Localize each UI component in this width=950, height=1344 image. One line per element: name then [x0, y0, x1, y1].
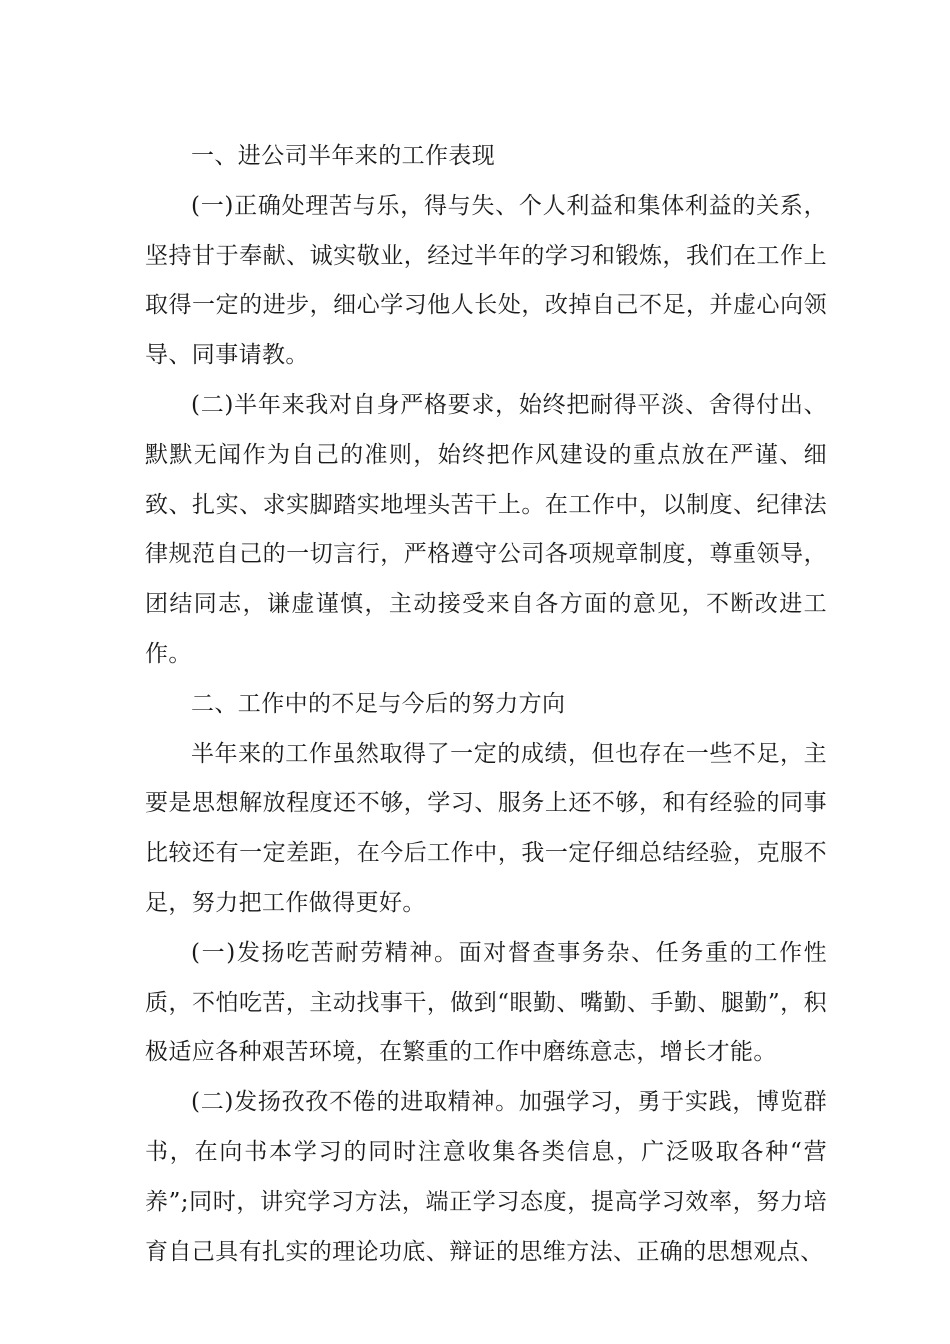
paragraph-2-1: (一)发扬吃苦耐劳精神。面对督查事务杂、任务重的工作性质，不怕吃苦，主动找事干，做到“眼勤、嘴勤、手勤、腿勤”，积极适应各种艰苦环境，在繁重的工作中磨练意志，增长才能。	[145, 939, 827, 1066]
section-heading-1: 一、进公司半年来的工作表现	[191, 143, 496, 169]
document-body	[145, 132, 827, 1277]
paragraph-1-1: (一)正确处理苦与乐，得与失、个人利益和集体利益的关系，坚持甘于奉献、诚实敬业，经过半年的学习和锻炼，我们在工作上取得一定的进步，细心学习他人长处，改掉自己不足，并虚心向领导、同事请教。	[145, 192, 827, 369]
paragraph-2-intro: 半年来的工作虽然取得了一定的成绩，但也存在一些不足，主要是思想解放程度还不够，学习、服务上还不够，和有经验的同事比较还有一定差距，在今后工作中，我一定仔细总结经验，克服不足，努力把工作做得更好。	[145, 740, 827, 916]
paragraph-1-2: (二)半年来我对自身严格要求，始终把耐得平淡、舍得付出、默默无闻作为自己的准则，始终把作风建设的重点放在严谨、细致、扎实、求实脚踏实地埋头苦干上。在工作中，以制度、纪律法律规范自己的一切言行，严格遵守公司各项规章制度，尊重领导，团结同志，谦虚谨慎，主动接受来自各方面的意见，不断改进工作。	[145, 391, 827, 667]
section-heading-2: 二、工作中的不足与今后的努力方向	[191, 690, 566, 717]
paragraph-2-2: (二)发扬孜孜不倦的进取精神。加强学习，勇于实践，博览群书，在向书本学习的同时注意收集各类信息，广泛吸取各种“营养”;同时，讲究学习方法，端正学习态度，提高学习效率，努力培育自己具有扎实的理论功底、辩证的思维方法、正确的思想观点、	[145, 1089, 827, 1265]
